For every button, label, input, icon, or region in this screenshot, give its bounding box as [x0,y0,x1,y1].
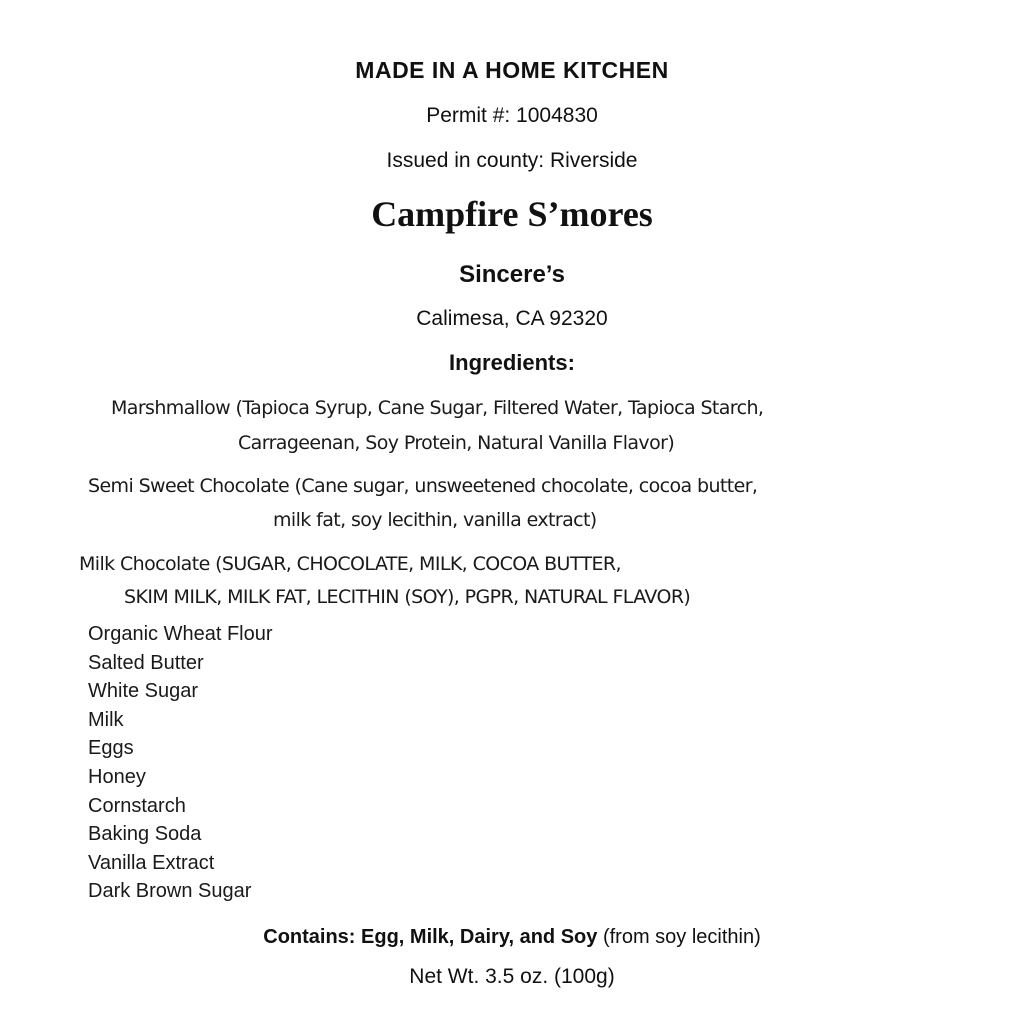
ingredient-item: Baking Soda [88,823,202,846]
semisweet-line2: milk fat, soy lecithin, vanilla extract) [273,509,597,531]
simple-ingredient-list [88,623,273,909]
ingredient-item: Honey [88,765,146,788]
brand-name: Sincere’s [459,261,565,288]
ingredient-item: Eggs [88,737,134,760]
milkchoc-line2: SKIM MILK, MILK FAT, LECITHIN (SOY), PGPR, NATURAL FLAVOR) [124,586,691,608]
net-weight: Net Wt. 3.5 oz. (100g) [409,965,615,988]
allergen-list: Contains: Egg, Milk, Dairy, and Soy [263,926,598,948]
marshmallow-line2: Carrageenan, Soy Protein, Natural Vanilla Flavor) [238,432,675,454]
ingredient-item: White Sugar [88,680,199,703]
issuing-county: Issued in county: Riverside [386,149,638,172]
location: Calimesa, CA 92320 [416,307,608,330]
ingredient-item: Organic Wheat Flour [88,623,273,645]
ingredient-item: Vanilla Extract [88,851,215,874]
ingredients-heading: Ingredients: [449,350,575,375]
ingredient-item: Cornstarch [88,794,186,817]
ingredient-item: Salted Butter [88,651,204,674]
ingredient-item: Dark Brown Sugar [88,880,252,903]
semisweet-line1: Semi Sweet Chocolate (Cane sugar, unsweetened chocolate, cocoa butter, [88,475,758,497]
allergen-statement [0,926,1024,949]
ingredient-item: Milk [88,708,124,731]
marshmallow-line1: Marshmallow (Tapioca Syrup, Cane Sugar, Filtered Water, Tapioca Starch, [111,397,764,419]
product-name: Campfire S’mores [371,194,653,234]
milkchoc-line1: Milk Chocolate (SUGAR, CHOCOLATE, MILK, COCOA BUTTER, [79,553,621,575]
allergen-note: (from soy lecithin) [602,926,761,948]
permit-number: Permit #: 1004830 [426,104,598,127]
home-kitchen-heading: MADE IN A HOME KITCHEN [355,57,669,83]
